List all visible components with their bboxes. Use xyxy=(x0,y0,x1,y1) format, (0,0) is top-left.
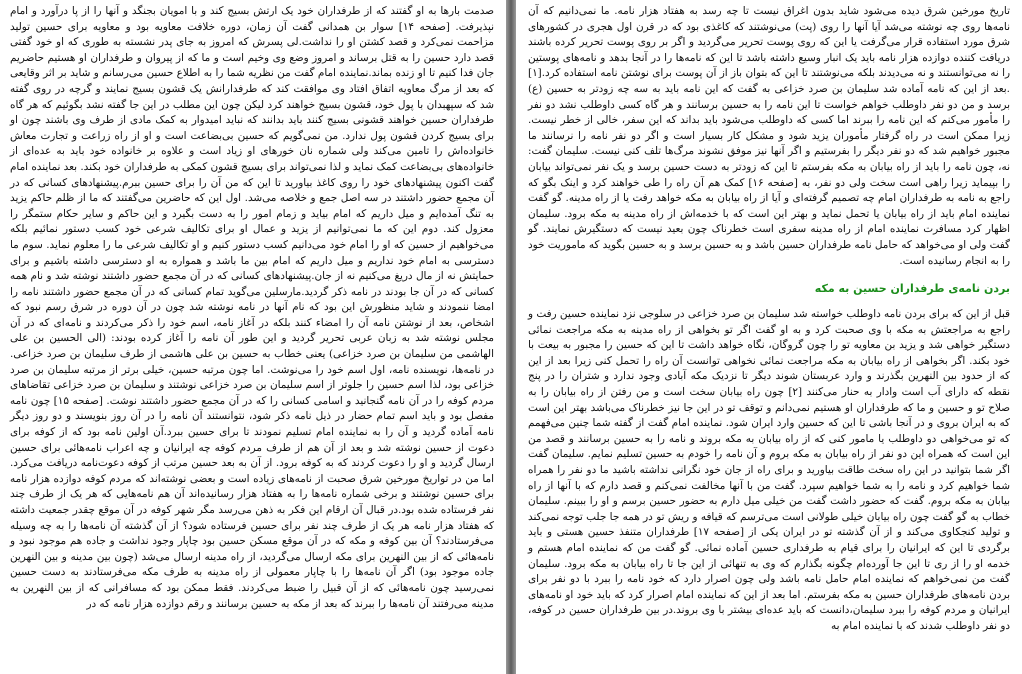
page-gutter xyxy=(506,0,516,674)
right-paragraph-top: تاریخ مورخین شرق دیده می‌شود شاید بدون اغراق نیست تا چه رسد به هفتاد هزار نامه. ما نمی‌دانیم که آن نامه‌ها روی چه نوشته می‌شد آیا آنها را روی (پت) می‌نوشتند که کاغذی بود که در قرن اول هجری در کشورهای شرق مورد استفاده قرار می‌گرفت یا این که روی پوست تحریر می‌گردید و اگر بر روی پوست تحریر کرده باشند دریافت کننده دوازده هزار نامه باید یک انبار وسیع داشته باشد تا این که نامه‌ها را در آنجا بدهد و نامه‌های پوستین را نه می‌توانستند و نه می‌دیدند بلکه می‌نوشتند تا این که بتوان باز از آن پوست برای نوشتن نامه استفاده کرد.[۱] .بعد از این که نامه آماده شد سلیمان بن صرد خزاعی به گفت که این نامه باید به سه چه زودتر به حسین (ع) برسد و من دو نفر داوطلب خواهم خواست تا این نامه را به حسین برسانند و هر گاه کسی داوطلب نشد دو نفر را مأمور می‌کنم که این نامه را ببرند اما کسی که داوطلب می‌شود باید بداند که این سفر، خالی از خطر نیست. زیرا ممکن است در راه گرفتار مأموران یزید شود و مشکل کار بسیار است و اگر دو نفر نامه را نرسانند ما مجبور خواهیم شد که دو نفر دیگر را بفرستیم و اگر آنها نیز موفق نشوند مرگ‌ها تلف کنی نیست. سلیمان گفت: نه، چون نامه را باید از راه بیابان به مکه بفرستم تا این که زودتر به دست حسین برسد و یک نفر نمی‌تواند بیابان را بپیماید زیرا راهی است سخت ولی دو نفر، به [صفحه ۱۶] کمک هم آن راه را طی خواهند کرد و اینک بگو که راجع به نامه به طرفداران امام چه تصمیم گرفته‌ای و آیا از راه بیابان به مکه خواهد رفت یا از راه مدینه. گو گفت نماینده امام باید از راه بیابان یا تحمل نماید و بهتر این است که با خدمه‌اش از راه مدینه به مکه برود. سلیمان اظهار کرد مسافرت نماینده امام از راه مدینه سفری است خطرناک چون بعید نیست که دستگیرش نمایند. گو گفت ولی او می‌خواهد که حامل نامه طرفداران حسین باشد و به حسین برسد و به حسین بگوید که ماموریت خود را به انجام رسانیده است. xyxy=(528,5,1010,267)
right-page xyxy=(516,0,1022,674)
right-paragraph-bottom: قبل از این که برای بردن نامه داوطلب خواسته شد سلیمان بن صرد خزاعی در سلوجی نزد نماینده حسین رفت و راجع به مراجعتش به مکه با وی صحبت کرد و به او گفت اگر تو بخواهی از راه مدینه به مکه مراجعت نمائی دستگیر خواهی شد و یزید بن معاویه تو را چون گروگان، نگاه خواهد داشت تا این که حسین را مجبور به بیعت با خود بکند. اگر بخواهی از راه بیابان به مکه مراجعت نمائی نخواهی توانست آن راه را تحمل کنی زیرا بعد از این که از حدود بین النهرین بگذرند و وارد عربستان شوند دیگر تا نزدیک مکه آبادی وجود ندارد و شتران را در پنج نقطه که دارای آب است وادار به حنار می‌کنند [۲] چون راه بیابان سخت است و من رفتن از راه بیابان را به صلاح تو و حسین و ما که طرفداران او هستیم نمی‌دانم و توقف تو در این جا نیز خطرناک می‌باشد بهتر این است که به ایران بروی و در آنجا باشی تا این که حسین وارد ایران شود. نماینده امام گفت از گفته شما چنین می‌فهمم که تو می‌خواهی دو داوطلب یا مامور کنی که از راه بیابان به مکه بروند و نامه را به حسین برسانند و قصد من این است که همراه این دو نفر از راه بیابان به مکه بروم و آن نامه را خودم به حسین تسلیم نمایم. سلیمان گفت اگر شما بتوانید در این راه سخت طاقت بیاورید و برای راه از جان خود نگرانی نداشته باشید ما دو نفر را همراه شما خواهیم کرد و نامه را به شما خواهیم سپرد. گفت من با آنها مخالفت نمی‌کنم و قصد دارم که با آنها از راه بیابان به مکه بروم. گفت که حضور داشت گفت من خیلی میل دارم به حضور حسین برسم و او را ببینم. سلیمان خطاب به گو گفت چون راه بیابان خیلی طولانی است می‌ترسم که قیافه و ریش تو در همه جا جلب توجه نمی‌کند و تولید کنجکاوی می‌کند و از آن گذشته تو در ایران یکی از [صفحه ۱۷] طرفداران متنفذ حسین هستی و باید برگردی تا این که ایرانیان را برای قیام به طرفداری حسین آماده نمائی. گو گفت من که نماینده امام هستم و خدمه او را از ری تا این جا آورده‌ام چگونه بگذارم که وی به تنهائی از این جا تا راه بیابان به مکه برود. سلیمان گفت من نمی‌خواهم که نماینده امام حامل نامه باشد ولی چون اصرار دارد که خود نامه را ببرد با دو نفر برای بردن نامه‌های طرفداران حسین به مکه بفرستم. اما بعد از این که نماینده امام اصرار کرد که باید خود او نامه‌های ایرانیان و مردم کوفه را ببرد سلیمان،دانست که باید عده‌ای بیشتر با وی بروند.در بین طرفداران حسین در کوفه، دو نفر داوطلب شدند که با نماینده امام به xyxy=(528,308,1010,632)
left-page xyxy=(0,0,506,674)
left-paragraph: صدمت بارها به او گفتند که از طرفداران خود یک ارتش بسیج کند و با امویان بجنگد و آنها را از پا درآورد و امام نپذیرفت. [صفحه ۱۴] سوار بن همدانی گفت آن زمان، دوره خلافت معاویه بود و معاویه برای حسین تولید مزاحمت نمی‌کرد و قصد کشتن او را نداشت.لی پسرش که امروز به جای پدر نشسته به طوری که او خود گفتی قصد دارد حسین را به قتل برساند و امروز وضع وی وخیم است و ما که از پیروان و طرفداران او هستیم حاضریم جان فدا کنیم تا او زنده بماند.نماینده امام گفت من نظریه شما را به اطلاع حسین می‌رسانم و شاید بر اثر وقایعی که بعد از مرگ معاویه اتفاق افتاد وی موافقت کند که طرفدارانش یک قشون بسیج نمایند و گرچه در روی گفته شد که سپهبدان با پول خود، قشون بسیج خواهند کرد لیکن چون این مطلب در این جا گفته نشد بگوئیم که هر گاه طرفداران حسین خواهند قشونی بسیج کنند باید بدانند که نباید امیدوار به کمک مادی از طرف وی باشند چون او برای بسیج کردن قشون پول ندارد. من نمی‌گویم که حسین بی‌بضاعت است و او از راه زراعت و تجارت معاش خانواده‌اش را تامین می‌کند ولی شماره نان خورهای او زیاد است و علاوه بر خانواده خود باید به عده‌ای از خانواده‌های بی‌بضاعت کمک نماید و لذا نمی‌تواند برای بسیج قشون کمکی به طرفداران خود بکند. بعد نماینده امام گفت اکنون پیشنهادهای خود را روی کاغذ بیاورید تا این که من آن را برای حسین ببرم.پیشنهادهای کسانی که در آن مجمع حضور داشتند در سه اصل جمع و خلاصه می‌شد. اول این که حاضرین می‌گفتند که ما از ظلم حاکم یزید به تنگ آمده‌ایم و میل داریم که امام بیاید و زمام امور را به دست بگیرد و این حاکم و سایر حکام ستمگر را معزول کند. دوم این که ما نمی‌توانیم از یزید و عمال او برای تکالیف شرعی خود کسب دستور نمائیم بلکه می‌خواهیم از حسین که او را امام خود می‌دانیم کسب دستور کنیم و او تکالیف شرعی ما را معلوم نماید. سوم ما دسترسی به امام خود نداریم و میل داریم که امام بین ما باشد و همواره به او دسترسی داشته باشیم و برای حمایتش نه از مال دریغ می‌کنیم نه از جان.پیشنهادهای کسانی که در آن مجمع حضور داشتند نوشته شد و نام همه کسانی که در آن جا بودند در نامه ذکر گردید.مارسلین می‌گوید تمام کسانی که در آن مجمع حضور داشتند نامه را امضا ننمودند و شاید منظورش این بود که نام آنها در نامه نوشته شد چون در آن دوره در شرق رسم نبود که اشخاص، بعد از نوشتن نامه آن را امضاء کنند بلکه در آغاز نامه، اسم خود را ذکر می‌کردند و نامه‌ای که در آن مجلس نوشته شد به زبان عربی تحریر گردید و این طور آن نامه را آغاز کرده بودند: (الی الحسین بن علی الهاشمی من سلیمان بن صرد خزاعی) یعنی خطاب به حسین بن علی هاشمی از طرف سلیمان بن صرد خزاعی. در نامه‌ها، نویسنده نامه، اول اسم خود را می‌نوشت. اما چون مرتبه حسین، خیلی برتر از مرتبه سلیمان بن صرد خزاعی بود، لذا اسم حسین را جلوتر از اسم سلیمان بن صرد خزاعی نوشتند و سلیمان بن صرد خزاعی تقاضاهای مردم کوفه را در آن نامه گنجانید و اسامی کسانی را که در آن مجمع حضور داشتند نوشت. [صفحه ۱۵] چون نامه مفصل بود و باید اسم تمام حضار در ذیل نامه ذکر شود، نتوانستند آن نامه را در آن روز بنویسند و دو روز دیگر نامه آماده گردید و آن را به نماینده امام تسلیم نمودند تا برای حسین ببرد.آن اولین نامه بود که از کوفه برای دعوت از حسین نوشته شد و بعد از آن هم از طرف مردم کوفه چه ایرانیان و چه اعراب نامه‌هائی برای حسین ارسال گردید و او را دعوت کردند که به کوفه برود. از آن به بعد حسین مرتب از کوفه دعوت‌نامه دریافت می‌کرد. اما من در تواریخ مورخین شرق صحبت از نامه‌های زیاده است و بعضی نوشته‌اند که مردم کوفه دوازده هزار نامه برای حسین نوشتند و برخی شماره نامه‌ها را به هفتاد هزار رسانیده‌اند آن هم نامه‌هایی که هر یک از طرف چند نفر فرستاده شده بود.در قبال آن ارقام این فکر به ذهن می‌رسد مگر شهر کوفه در آن موقع چقدر جمعیت داشته که هفتاد هزار نامه هر یک از طرف چند نفر برای حسین فرستاده شود؟ از آن گذشته آن نامه‌ها را به چه وسیله می‌فرستادند؟ آن بین کوفه و مکه که در آن موقع مسکن حسین بود چاپار وجود نداشت و جاده هم موجود نبود و نامه‌هائی که از بین النهرین برای مکه ارسال می‌گردید، از راه مدینه ارسال می‌شد (چون بین مدینه و بین النهرین جاده موجود بود) اگر آن نامه‌ها را با چاپار معمولی از راه مدینه به طرف مکه می‌فرستادند به دست حسین نمی‌رسید چون نامه‌هائی که از آن قبیل را ضبط می‌کردند. فقط ممکن بود که مسافرانی که از بین النهرین به مدینه می‌رفتند آن نامه‌ها را ببرند که بعد از مکه به حسین برسانند و رقم دوازده هزار نامه که در xyxy=(10,5,494,610)
section-heading: بردن نامه‌ی طرفداران حسین به مکه xyxy=(814,282,1010,296)
